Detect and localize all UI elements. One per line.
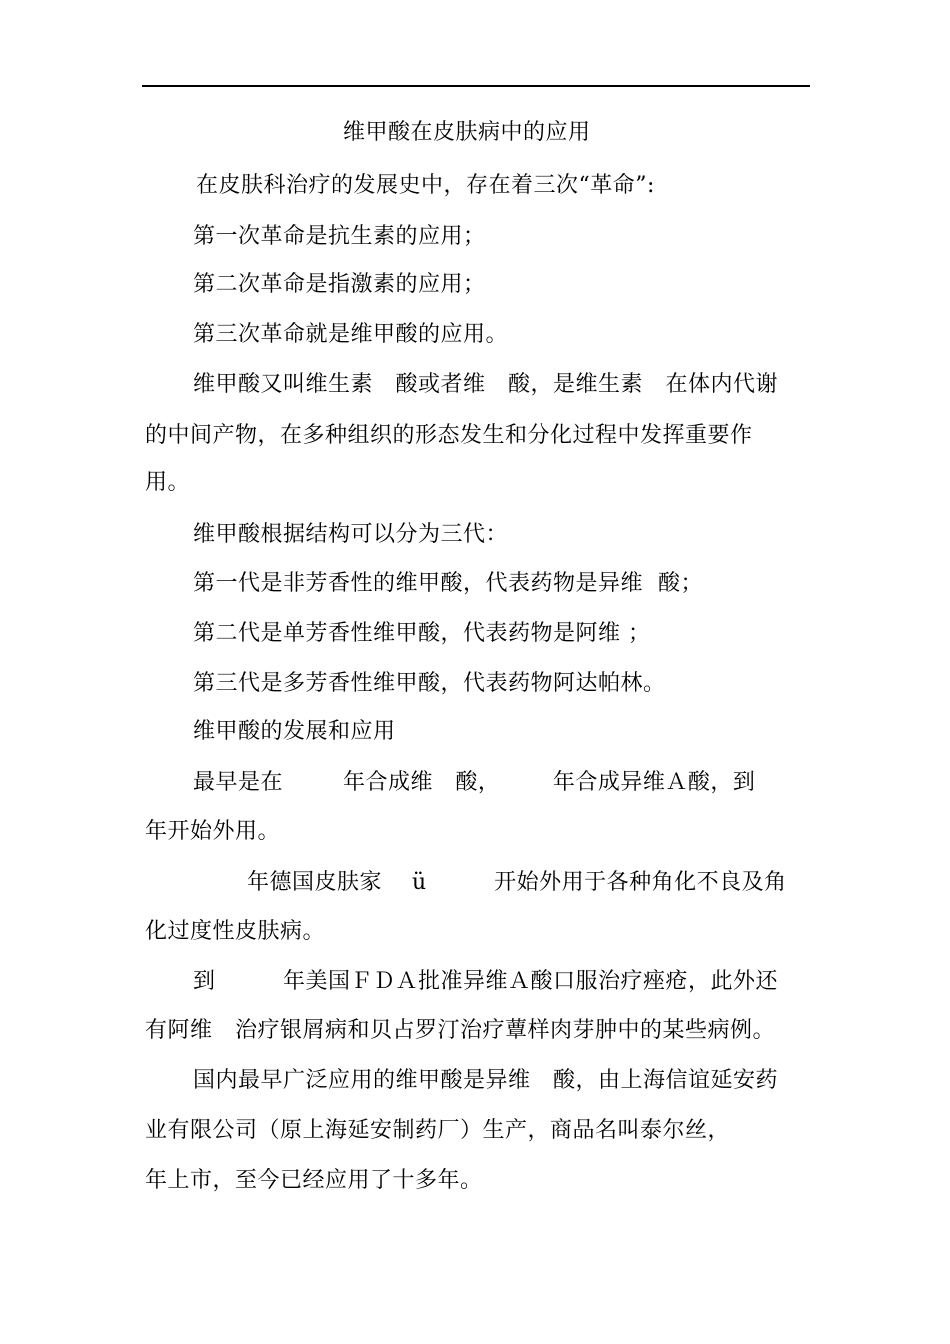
paragraph-line: 有阿维 治疗银屑病和贝占罗汀治疗蕈样肉芽肿中的某些病例。 <box>145 1018 775 1043</box>
section-heading: 维甲酸的发展和应用 <box>193 719 396 744</box>
paragraph-line: 国内最早广泛应用的维甲酸是异维 酸，由上海信谊延安药 <box>193 1068 778 1093</box>
paragraph-line: 最早是在 年合成维 酸， 年合成异维Ａ酸，到 <box>193 770 756 795</box>
paragraph-line: 的中间产物，在多种组织的形态发生和分化过程中发挥重要作 <box>145 423 753 448</box>
paragraph-line: 化过度性皮肤病。 <box>145 919 326 944</box>
paragraph-line: 第一代是非芳香性的维甲酸，代表药物是异维 酸； <box>193 571 703 596</box>
document-title: 维甲酸在皮肤病中的应用 <box>343 120 591 145</box>
paragraph-line: 第二次革命是指激素的应用； <box>193 272 486 297</box>
paragraph-line: 业有限公司（原上海延安制药厂）生产，商品名叫泰尔丝， <box>145 1118 731 1143</box>
paragraph-line: 年开始外用。 <box>145 819 281 844</box>
paragraph-line: 第三代是多芳香性维甲酸，代表药物阿达帕林。 <box>193 671 666 696</box>
paragraph-line: 年上市，至今已经应用了十多年。 <box>145 1168 483 1193</box>
paragraph-line: 在皮肤科治疗的发展史中，存在着三次“革命”: <box>196 173 655 198</box>
paragraph-line: 年德国皮肤家 ü 开始外用于各种角化不良及角 <box>247 870 787 895</box>
paragraph-line: 到 年美国ＦＤＡ批准异维Ａ酸口服治疗痤疮，此外还 <box>193 969 778 994</box>
header-rule <box>142 85 810 87</box>
paragraph-line: 维甲酸根据结构可以分为三代： <box>193 522 509 547</box>
paragraph-line: 第一次革命是抗生素的应用； <box>193 224 486 249</box>
paragraph-line: 第三次革命就是维甲酸的应用。 <box>193 322 509 347</box>
paragraph-line: 第二代是单芳香性维甲酸，代表药物是阿维 ； <box>193 621 651 646</box>
paragraph-line: 维甲酸又叫维生素 酸或者维 酸，是维生素 在体内代谢 <box>193 372 778 397</box>
paragraph-line: 用。 <box>145 470 191 495</box>
